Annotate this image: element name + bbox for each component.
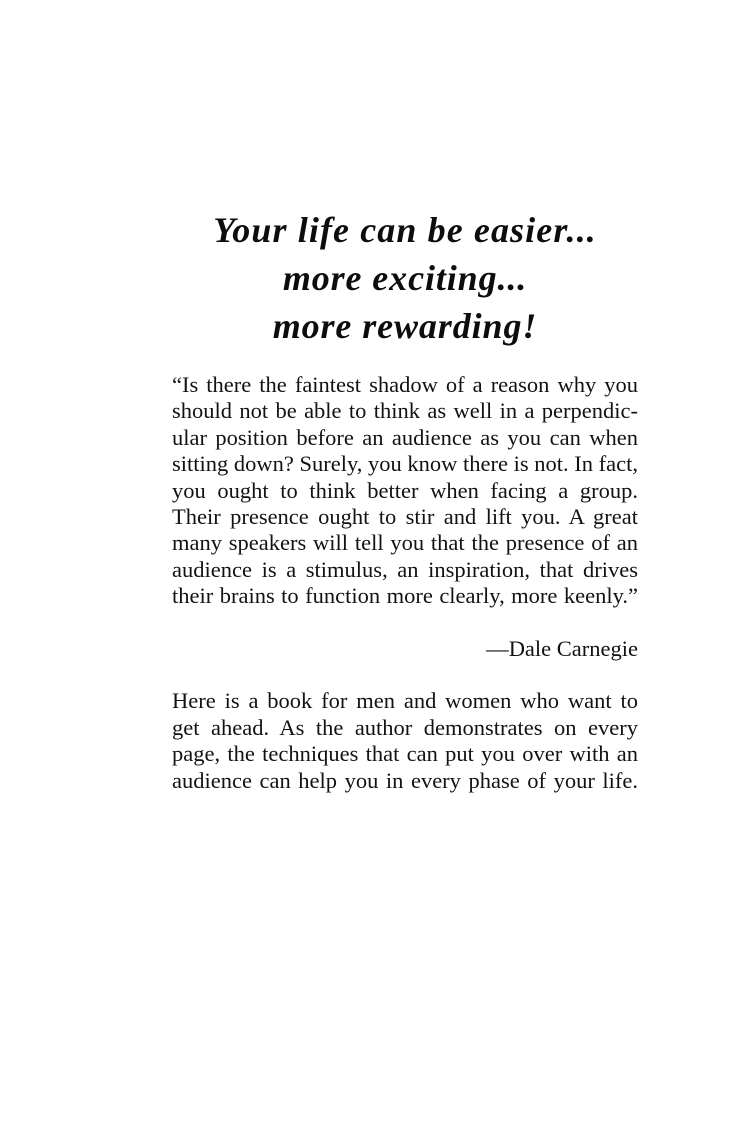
content-column	[172, 206, 638, 821]
closing-paragraph: Here is a book for men and women who want to get ahead. As the author demonstrates on every page, the techniques that can put you over with an audience can help you in every phase of your life.	[172, 688, 638, 793]
headline-line-2: more exciting...	[282, 258, 528, 298]
headline-line-3: more rewarding!	[272, 306, 538, 346]
page-title	[172, 206, 638, 350]
headline-line-1: Your life can be easier...	[213, 210, 597, 250]
quotation-paragraph: “Is there the faintest shadow of a reason why you should not be able to think as well in a perpendicular position before an audience as you can when sitting down? Surely, you know there is not. In fact, you ought to think better when facing a group. Their presence ought to stir and lift you. A great many speakers will tell you that the presence of an audience is a stimulus, an inspiration, that drives their brains to function more clearly, more keenly.”	[172, 372, 638, 609]
quote-attribution: —Dale Carnegie	[486, 636, 638, 662]
